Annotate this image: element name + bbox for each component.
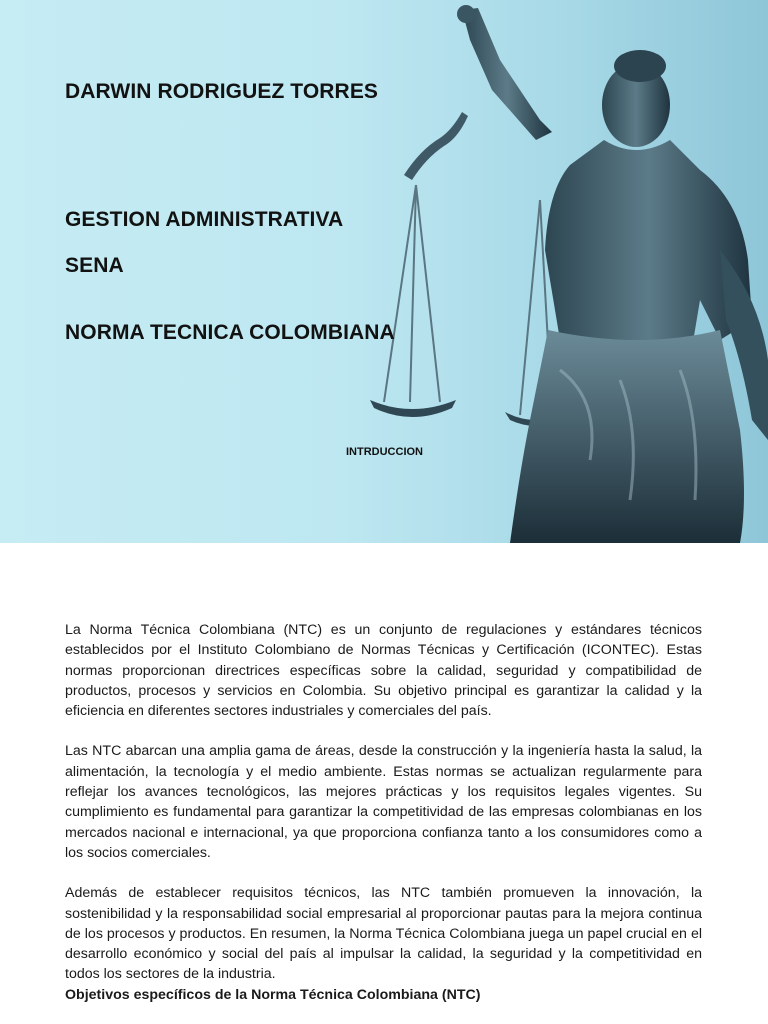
body-paragraph-2: Las NTC abarcan una amplia gama de áreas, desde la construcción y la ingeniería hasta la salud, la alimentación, la tecnología y el medio ambiente. Estas normas se actualizan regularmente para reflejar los avances tecnológicos, las mejores prácticas y los requisitos legales vigentes. Su cumplimiento es fundamental para garantizar la competitividad de las empresas colombianas en los mercados nacional e internacional, ya que proporciona confianza tanto a los consumidores como a los socios comerciales. bbox=[65, 743, 702, 861]
subject-title: GESTION ADMINISTRATIVA bbox=[65, 208, 344, 231]
body-paragraph-3: Además de establecer requisitos técnicos, las NTC también promueven la innovación, la sostenibilidad y la responsabilidad social empresarial al proporcionar pautas para la mejora continua de los procesos y productos. En resumen, la Norma Técnica Colombiana juega un papel crucial en el desarrollo económico y social del país al impulsar la calidad, la seguridad y la competitividad en todos los sectores de la industria. bbox=[65, 885, 702, 983]
author-name: DARWIN RODRIGUEZ TORRES bbox=[65, 80, 379, 103]
document-body bbox=[65, 620, 702, 1005]
document-title: NORMA TECNICA COLOMBIANA bbox=[65, 321, 395, 344]
institution-name: SENA bbox=[65, 254, 124, 277]
introduction-label: INTRDUCCION bbox=[346, 446, 423, 458]
body-paragraph-1: La Norma Técnica Colombiana (NTC) es un conjunto de regulaciones y estándares técnicos establecidos por el Instituto Colombiano de Normas Técnicas y Certificación (ICONTEC). Estas normas proporcionan directrices específicas sobre la calidad, seguridad y compatibilidad de productos, procesos y servicios en Colombia. Su objetivo principal es garantizar la calidad y la eficiencia en diferentes sectores industriales y comerciales del país. bbox=[65, 622, 702, 720]
objectives-heading: Objetivos específicos de la Norma Técnica Colombiana (NTC) bbox=[65, 986, 481, 1003]
